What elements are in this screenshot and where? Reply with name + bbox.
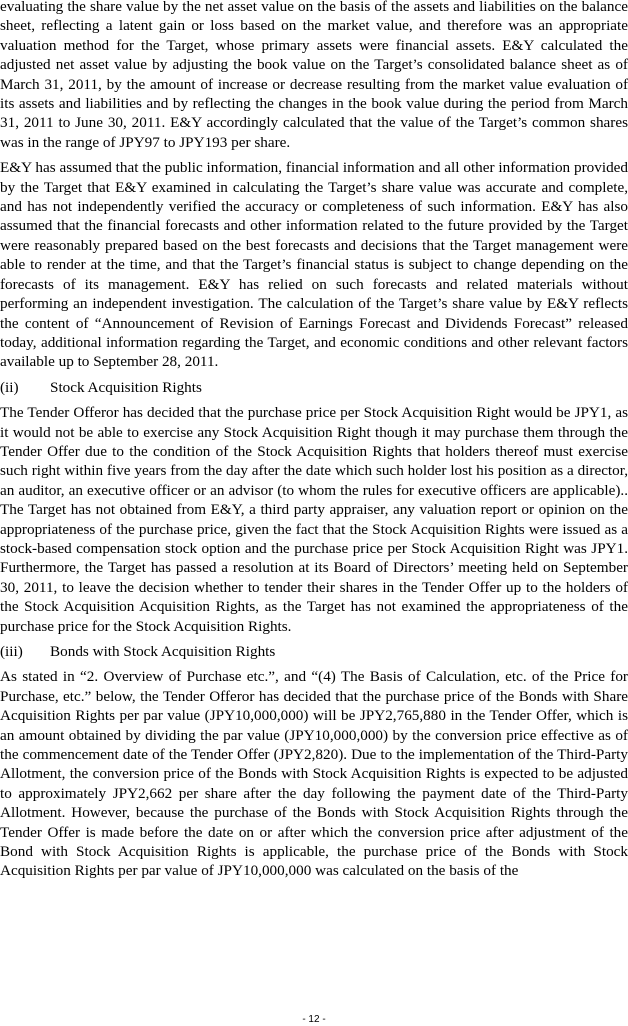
section-title: Bonds with Stock Acquisition Rights xyxy=(50,643,276,660)
page-number: - 12 - xyxy=(302,1014,326,1025)
section-number: (iii) xyxy=(0,643,23,660)
section-heading-stock-acquisition-rights xyxy=(0,378,628,397)
section-title: Stock Acquisition Rights xyxy=(50,378,202,396)
paragraph-bonds-with-stock-acquisition-rights: As stated in “2. Overview of Purchase etc.”, and “(4) The Basis of Calculation, etc. of the Price for Purchase, etc.” below, the Tender Offeror has decided that the purchase price of the Bonds with Share Acquisition Rights per par value (JPY10,000,000) will be JPY2,765,880 in the Tender Offer, which is an amount obtained by dividing the par value (JPY10,000,000) by the conversion price effective as of the commencement date of the Tender Offer (JPY2,820). Due to the implementation of the Third-Party Allotment, the conversion price of the Bonds with Stock Acquisition Rights is expected to be adjusted to approximately JPY2,662 per share after the day following the payment date of the Third-Party Allotment. However, because the purchase of the Bonds with Stock Acquisition Rights through the Tender Offer is made before the date on or after which the conversion price after adjustment of the Bond with Stock Acquisition Rights is applicable, the purchase price of the Bonds with Stock Acquisition Rights per par value of JPY10,000,000 was calculated on the basis of the xyxy=(0,668,628,880)
paragraph-stock-acquisition-rights: The Tender Offeror has decided that the purchase price per Stock Acquisition Right would be JPY1, as it would not be able to exercise any Stock Acquisition Right though it may purchase them through the Tender Offer due to the condition of the Stock Acquisition Rights that holders thereof must exercise such right within five years from the day after the date which such holder lost his position as a director, an auditor, an executive officer or an advisor (to whom the rules for executive officers are applicable).. The Target has not obtained from E&Y, a third party appraiser, any valuation report or opinion on the appropriateness of the purchase price, given the fact that the Stock Acquisition Rights were issued as a stock-based compensation stock option and the purchase price per Stock Acquisition Right was JPY1. Furthermore, the Target has passed a resolution at its Board of Directors’ meeting held on September 30, 2011, to leave the decision whether to tender their shares in the Tender Offer up to the holders of the Stock Acquisition Acquisition Rights, as the Target has not examined the appropriateness of the purchase price for the Stock Acquisition Rights. xyxy=(0,404,628,635)
paragraph-valuation-method: evaluating the share value by the net asset value on the basis of the assets and liabilities on the balance sheet, reflecting a latent gain or loss based on the market value, and therefore was an appropriate valuation method for the Target, whose primary assets were financial assets. E&Y calculated the adjusted net asset value by adjusting the book value on the Target’s consolidated balance sheet as of March 31, 2011, by the amount of increase or decrease resulting from the market value evaluation of its assets and liabilities and by reflecting the changes in the book value during the period from March 31, 2011 to June 30, 2011. E&Y accordingly calculated that the value of the Target’s common shares was in the range of JPY97 to JPY193 per share. xyxy=(0,0,628,151)
section-heading-bonds-with-stock-acquisition-rights xyxy=(0,642,628,661)
paragraph-assumptions: E&Y has assumed that the public information, financial information and all other information provided by the Target that E&Y examined in calculating the Target’s share value was accurate and complete, and has not independently verified the accuracy or completeness of such information. E&Y has also assumed that the financial forecasts and other information related to the future provided by the Target were reasonably prepared based on the best forecasts and decisions that the Target management were able to render at the time, and that the Target’s financial status is subject to change depending on the forecasts of its management. E&Y has relied on such forecasts and related materials without performing an independent investigation. The calculation of the Target’s share value by E&Y reflects the content of “Announcement of Revision of Earnings Forecast and Dividends Forecast” released today, additional information regarding the Target, and economic conditions and other relevant factors available up to September 28, 2011. xyxy=(0,159,628,371)
section-number: (ii) xyxy=(0,378,19,396)
